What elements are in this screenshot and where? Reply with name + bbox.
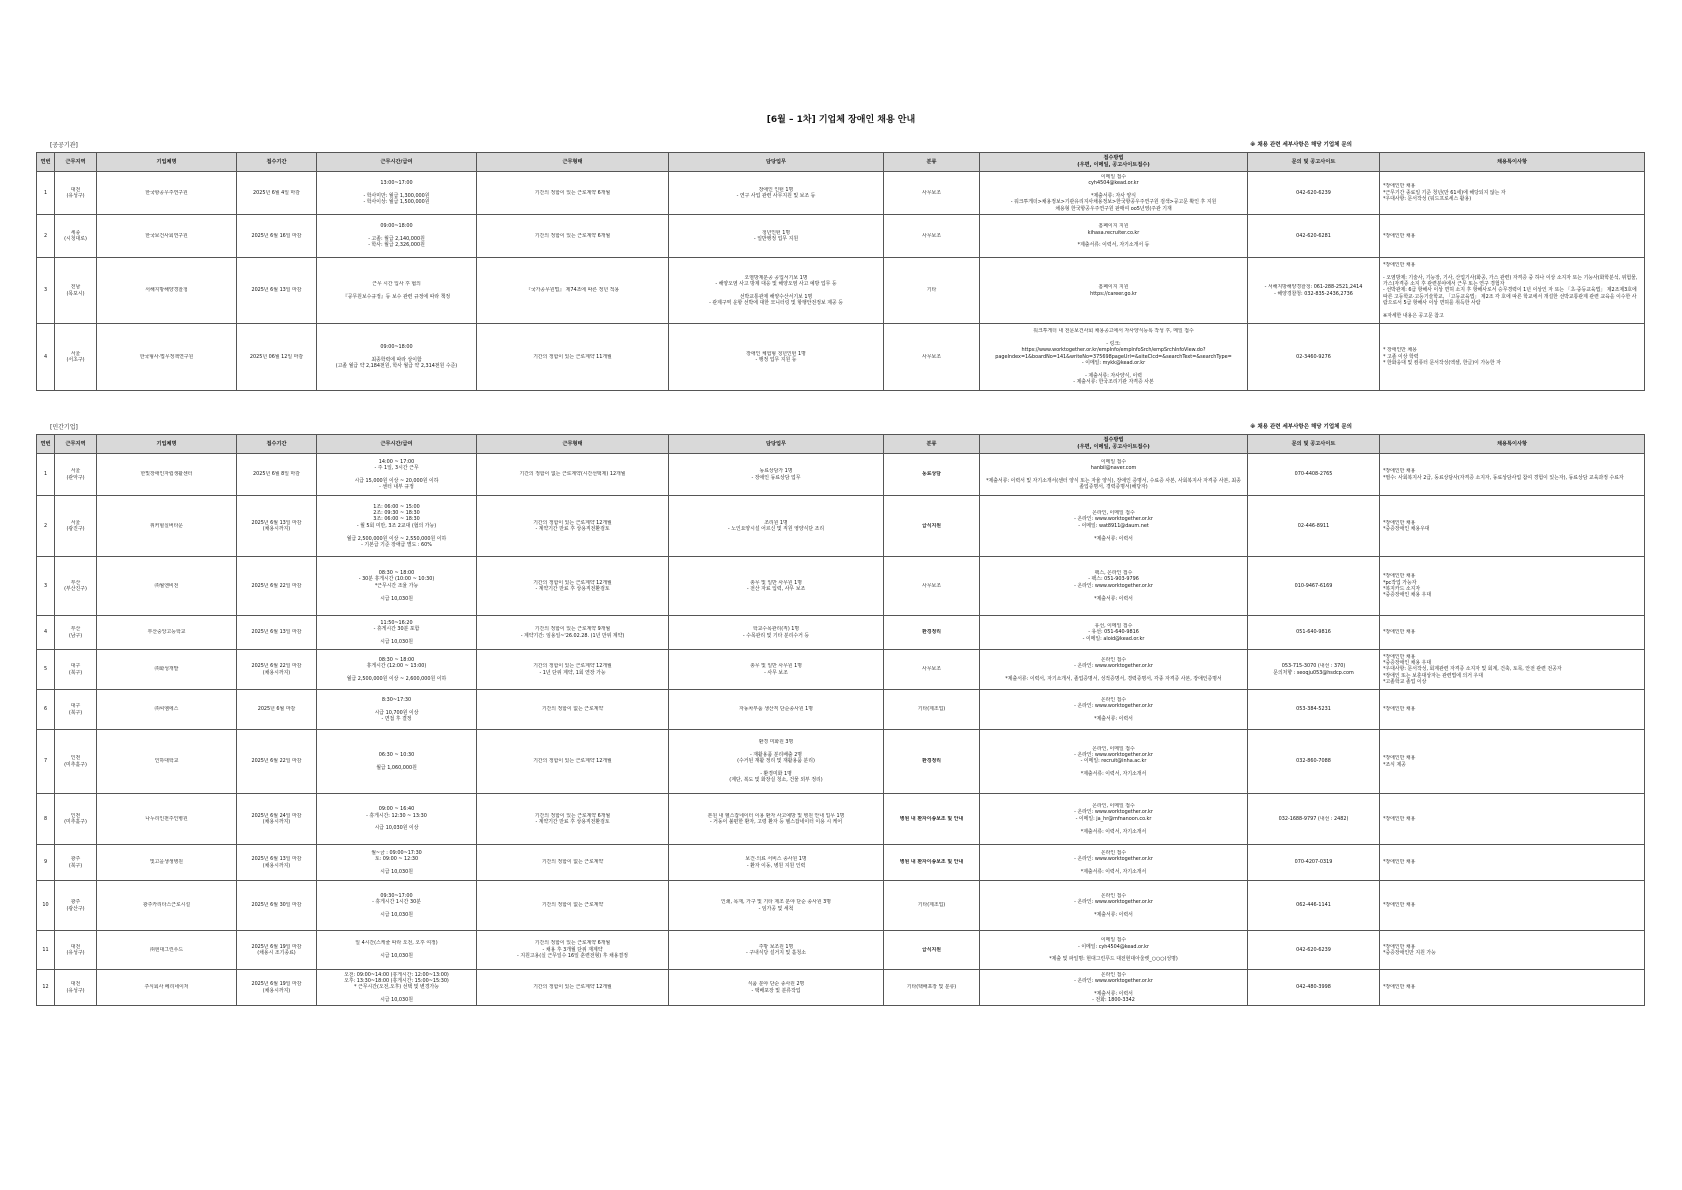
company-name: 한국형사·법무정책연구원 [97, 324, 237, 391]
table-row [37, 794, 1645, 845]
column-header-company-name: 기업체명 [97, 435, 237, 454]
column-header-job-category: 분류 [884, 435, 980, 454]
column-header-application-period: 접수기간 [237, 435, 317, 454]
application-method: 온라인 접수 - 온라인: www.worktogether.or.kr *제출서류: 이력서 - 전화: 1800-3342 [980, 970, 1248, 1006]
column-header-contact-info: 문의 및 공고사이트 [1248, 153, 1380, 172]
employment-type: 기간의 정함이 있는 근로계약 6개월 [477, 215, 669, 258]
table-row [37, 454, 1645, 496]
column-header-hiring-notes: 채용특이사항 [1380, 435, 1645, 454]
work-region: 인천 (미추홀구) [55, 794, 97, 845]
contact-info: 042-620-6239 [1248, 931, 1380, 970]
company-name: 빛고을생생병원 [97, 845, 237, 881]
employment-type: 기간의 정함이 있는 근로계약 11개월 [477, 324, 669, 391]
work-region: 광주 (북구) [55, 845, 97, 881]
job-duty: 보건·의료 서비스 종사원 1명 - 환자 이동, 병원 지원 인력 [669, 845, 884, 881]
company-name: 주식회사 베리네이처 [97, 970, 237, 1006]
application-method: 이메일 접수 hanbil@naver.com *제출서류: 이력서 및 자기소개서(센터 양식 또는 자율 양식), 장애인 증명서, 수료증 사본, 사회복지사 자격증 사본, 최종 졸업증명서, 경력증명서(해당자) [980, 454, 1248, 496]
hiring-notes: *장애인만 채용 *중증장애인 채용 우대 *우대사항: 문서작성, 회계관련 자격증 소지자 및 회계, 건축, 토목, 안전 관련 전공자 *장애인 또는 보훈대상자는 관련법에 의거 우대 *고졸학교 졸업 이상 [1380, 650, 1645, 690]
work-hours-pay: 13:00~17:00 - 학사미만: 월급 1,300,000원 - 학사이상: 월급 1,500,000원 [317, 172, 477, 215]
work-hours-pay: 08:30 ~ 18:00 휴게시간 (12:00 ~ 13:00) 월급 2,500,000원 이상 ~ 2,600,000원 이하 [317, 650, 477, 690]
application-period: 2025년 6월 13일 마감 [237, 616, 317, 650]
application-period: 2025년 6월 22일 마감 [237, 730, 317, 794]
work-hours-pay: 8:30~17:30 시급 10,700원 이상 - 면접 후 결정 [317, 690, 477, 730]
contact-info: 02-446-8911 [1248, 496, 1380, 557]
employment-type: 기간의 정함이 있는 근로계약 9개월 - 계약기간: 임용일~'26.02.28. (1년 만위 계약) [477, 616, 669, 650]
company-name: 위커헐실버타운 [97, 496, 237, 557]
table-row [37, 881, 1645, 931]
table-row [37, 496, 1645, 557]
job-category: 사무보조 [884, 324, 980, 391]
table-row [37, 324, 1645, 391]
work-hours-pay: 08:30 ~ 18:00 - 30분 휴게시간 (10:00 ~ 10:30) *근무시간 조율 가능 시급 10,030원 [317, 557, 477, 616]
table-row [37, 616, 1645, 650]
application-period: 2025년 06월 12일 마감 [237, 324, 317, 391]
application-method: 홈페이지 지원 https://career.go.kr [980, 258, 1248, 324]
column-header-work-region: 근무지역 [55, 153, 97, 172]
header-row [37, 153, 1645, 172]
company-name: ㈜화성개발 [97, 650, 237, 690]
job-duty: 주방 보조원 1명 - 구내식당 설거지 및 홀청소 [669, 931, 884, 970]
row-number: 7 [37, 730, 55, 794]
table-row [37, 215, 1645, 258]
job-category: 환경정리 [884, 730, 980, 794]
contact-info: 053-384-5231 [1248, 690, 1380, 730]
job-duty: 오염방제분공 공업서기보 1명 - 해양오염 사고 방제 대응 및 해양오염 사고 예방 업무 등 선박교통관제 해양수산서기보 1명 - 관제구역 운항 선박에 대한 모니터링 및 항행안전정보 제공 등 [669, 258, 884, 324]
job-duty: 장애인 인턴 1명 - 연구 사업 관련 사무지원 및 보조 등 [669, 172, 884, 215]
company-name: 나누리인천주인병원 [97, 794, 237, 845]
application-period: 2025년 6월 19일 마감 (채용시까지) [237, 970, 317, 1006]
work-region: 대전 (유성구) [55, 172, 97, 215]
application-period: 2025년 6월 13일 마감 (채용시까지) [237, 845, 317, 881]
application-method: 온라인, 이메일 접수 - 온라인: www.worktogether.or.kr - 이메일: ja_hr@mfnanoon.co.kr *제출서류: 이력서, 자기소개서 [980, 794, 1248, 845]
table-row [37, 557, 1645, 616]
job-duty: 청년인턴 1명 - 일반행정 업무 지원 [669, 215, 884, 258]
column-header-row-number: 연번 [37, 435, 55, 454]
public-table [36, 152, 1645, 391]
employment-type: 기간의 정함이 있는 근로계약 6개월 - 계약기간 만료 후 상용직전환검토 [477, 794, 669, 845]
company-name: 서해지방해양경찰청 [97, 258, 237, 324]
table-row [37, 970, 1645, 1006]
job-category: 기타 [884, 258, 980, 324]
work-hours-pay: 09:00~18:00 - 고졸: 월급 2,140,000원 - 학사: 월급 2,326,000원 [317, 215, 477, 258]
job-duty: 장애인 체험형 청년인턴 1명 - 행정 업무 지원 등 [669, 324, 884, 391]
employment-type: 기간의 정함이 없는 근로계약 [477, 881, 669, 931]
row-number: 4 [37, 324, 55, 391]
work-hours-pay: 09:30~17:00 - 휴게시간 1시간 30분 시급 10,030원 [317, 881, 477, 931]
column-header-application-method: 접수방법 (우편, 이메일, 공고사이트접수) [980, 435, 1248, 454]
application-method: 온라인 접수 - 온라인: www.worktogether.or.kr *제출서류: 이력서 [980, 881, 1248, 931]
hiring-notes: *장애인만 채용 *중증장애인만 지원 가능 [1380, 931, 1645, 970]
job-category: 사무보조 [884, 557, 980, 616]
company-name: 한국보건사회연구원 [97, 215, 237, 258]
job-category: 급식지원 [884, 931, 980, 970]
contact-info: 053-715-3070 (내선 : 370) 문의처향 : seoqju053@hsdcp.com [1248, 650, 1380, 690]
job-category: 병원 내 환자이송보조 및 안내 [884, 794, 980, 845]
work-hours-pay: 09:00~18:00 최종학력에 따라 상이함 (고졸 월급 약 2,184천원, 학사 월급 약 2,314천원 수준) [317, 324, 477, 391]
column-header-row-number: 연번 [37, 153, 55, 172]
column-header-employment-type: 근무형태 [477, 435, 669, 454]
company-name: 광주카리타스근로시설 [97, 881, 237, 931]
column-header-job-duty: 담당업무 [669, 153, 884, 172]
hiring-notes: *장애인만 채용 [1380, 616, 1645, 650]
hiring-notes: * 장애인만 채용 * 고졸 이상 학력 * 한화응대 및 컴퓨터 문서작성(엑셀, 한글)이 가능한 자 [1380, 324, 1645, 391]
contact-info: 042-620-6239 [1248, 172, 1380, 215]
work-hours-pay: 1조: 06:00 ~ 15:00 2조: 09:30 ~ 18:30 3조: 06:00 ~ 18:30 - 월 5회 미만, 3조 2교대 (협의 가능) 월급 2,500,000원 이상 ~ 2,550,000원 이하 - 기본급 기준 장애급 별도 : 60% [317, 496, 477, 557]
column-header-job-category: 분류 [884, 153, 980, 172]
work-region: 부산 (남구) [55, 616, 97, 650]
employment-type: 『국가공무원법』 제74조에 따른 정년 적용 [477, 258, 669, 324]
company-name: ㈜월엔비전 [97, 557, 237, 616]
hiring-notes: *장애인만 채용 [1380, 794, 1645, 845]
job-category: 기타(제조업) [884, 881, 980, 931]
contact-info: 032-860-7088 [1248, 730, 1380, 794]
hiring-notes: *장애인만 채용 [1380, 881, 1645, 931]
table-row [37, 650, 1645, 690]
application-period: 2025년 6월 4일 마감 [237, 172, 317, 215]
application-period: 2025년 6월 19일 마감 (채용시 조기종료) [237, 931, 317, 970]
application-method: 팩스, 온라인 접수 - 팩스: 051-903-9796 - 온라인: www.worktogether.or.kr *제출서류: 이력서 [980, 557, 1248, 616]
contact-info: 051-640-9816 [1248, 616, 1380, 650]
application-period: 2025년 6월 22일 마감 [237, 557, 317, 616]
column-header-work-region: 근무지역 [55, 435, 97, 454]
job-category: 기타(택배포장 및 분류) [884, 970, 980, 1006]
job-duty: 인쇄, 목재, 가구 및 기타 제조 분야 단순 종사원 3명 - 임가공 및 세척 [669, 881, 884, 931]
column-header-application-period: 접수기간 [237, 153, 317, 172]
hiring-notes: *장애인만 채용 *필수: 사회복지사 2급, 동료상담사(자격증 소지자, 동료상담사업 참여 경험이 있는자), 동료상담 교육과정 수료자 [1380, 454, 1645, 496]
job-category: 동료상담 [884, 454, 980, 496]
column-header-hiring-notes: 채용특이사항 [1380, 153, 1645, 172]
section-label-private: [민간기업] [50, 424, 78, 431]
application-method: 이메일 접수 cyh4504@kead.or.kr *제출서류: 자사 양식 - 워크투게더>채용정보>기관유리지사채용정보>한국항공우주연구원 검색>공고문 확인 후 지원 채용형 한국항공우주연구원 판매여 oo5년영(주관 기재 [980, 172, 1248, 215]
work-region: 대구 (북구) [55, 690, 97, 730]
work-region: 서울 (관악구) [55, 454, 97, 496]
public-rows [37, 172, 1645, 391]
column-header-employment-type: 근무형태 [477, 153, 669, 172]
application-period: 2025년 6월 16일 마감 [237, 215, 317, 258]
column-header-work-hours-pay: 근무시간/급여 [317, 435, 477, 454]
application-period: 2025년 6월 30일 마감 [237, 881, 317, 931]
work-hours-pay: 일 4시간(스케줄 따라 오전, 오후 여정) 시급 10,030원 [317, 931, 477, 970]
job-duty: 본원 내 헬스잡네이터 이용 환자 사고예방 및 병원 안내 업무 1명 - 거동이 불편한 환자, 고령 환자 등 헬스잡네이터 이용 시 케어 [669, 794, 884, 845]
application-period: 2025년 6월 22일 마감 (채용시까지) [237, 650, 317, 690]
job-category: 병원 내 환자이송보조 및 안내 [884, 845, 980, 881]
row-number: 2 [37, 496, 55, 557]
job-category: 기타(제조업) [884, 690, 980, 730]
job-duty: 식품 분야 단순 종사원 2명 - 택배포장 및 분류작업 [669, 970, 884, 1006]
employment-type: 기간의 정함이 있는 근로계약 12개월 - 1년 단위 계약, 1회 연장 가능 [477, 650, 669, 690]
hiring-notes: *장애인만 채용 *조식 제공 [1380, 730, 1645, 794]
hiring-notes: *장애인만 채용 [1380, 970, 1645, 1006]
row-number: 5 [37, 650, 55, 690]
row-number: 12 [37, 970, 55, 1006]
application-method: 워크투게더 내 전문보건사회 채용공고에서 자사양식등록 작성 후, 메일 접수 - 링크: https://www.worktogether.or.kr/empInfo/empInfoSrch/empSrchInfoView.do?pageIndex=1&boardNo=141&writeNo=375698pageUrl=&siteClcd=&searchText=&searchType= - 이메일: mykk@kead.or.kr - 제출서류: 자사양식, 이력 - 제출서류: 한국조리기관 자격증 사본 [980, 324, 1248, 391]
work-region: 대전 (유성구) [55, 970, 97, 1006]
column-header-work-hours-pay: 근무시간/급여 [317, 153, 477, 172]
column-header-contact-info: 문의 및 공고사이트 [1248, 435, 1380, 454]
company-name: 부산중앙고등학교 [97, 616, 237, 650]
column-header-application-method: 접수방법 (우편, 이메일, 공고사이트접수) [980, 153, 1248, 172]
application-period: 2025년 6월 마감 [237, 690, 317, 730]
work-region: 서울 (서초구) [55, 324, 97, 391]
job-category: 사무보조 [884, 172, 980, 215]
work-hours-pay: 오전: 09:00~14:00 (휴게시간: 12:00~13:00) 오후: 13:30~18:00 (휴게시간: 15:00~15:30) * 근무시간(오전,오후) 선택 및 변경가능 시급 10,030원 [317, 970, 477, 1006]
column-header-job-duty: 담당업무 [669, 435, 884, 454]
contact-info: 070-4408-2765 [1248, 454, 1380, 496]
table-row [37, 172, 1645, 215]
company-name: ㈜현대그린푸드 [97, 931, 237, 970]
application-method: 온라인, 이메일 접수 - 온라인: www.worktogether.or.kr - 이메일: wat8911@daum.net *제출서류: 이력서 [980, 496, 1248, 557]
application-method: 온라인 접수 - 온라인: www.worktogether.or.kr *제출서류: 이력서, 자기소개서 [980, 845, 1248, 881]
employment-type: 기간의 정함이 있는 근로계약 6개월 - 채용 후 3개월 단위 재계약 - 지원고용(실 근무일수 16일 훈련전형) 후 채용결정 [477, 931, 669, 970]
document-title: [6월 – 1차] 기업체 장애인 채용 안내 [766, 115, 916, 125]
table-row [37, 690, 1645, 730]
work-region: 광주 (광산구) [55, 881, 97, 931]
job-category: 사무보조 [884, 215, 980, 258]
row-number: 10 [37, 881, 55, 931]
table-row [37, 845, 1645, 881]
application-period: 2025년 6월 8일 마감 [237, 454, 317, 496]
application-method: 홈페이지 지원 kihasa.recruiter.co.kr *제출서류: 이력서, 자기소개서 등 [980, 215, 1248, 258]
contact-info: 042-620-6281 [1248, 215, 1380, 258]
contact-info: - 서해지방해양경찰청: 061-288-2521,2414 - 해양경찰청: 032-835-2436,2736 [1248, 258, 1380, 324]
section-note-private: ※ 채용 관련 세부사항은 해당 기업체 문의 [1250, 424, 1352, 430]
section-label-public: [공공기관] [50, 142, 78, 149]
hiring-notes: *장애인만 채용 [1380, 215, 1645, 258]
private-rows [37, 454, 1645, 1006]
application-method: 온라인, 이메일 접수 - 온라인: www.worktogether.or.kr - 이메일: recruit@inha.ac.kr *제출서류: 이력서, 자기소개서 [980, 730, 1248, 794]
row-number: 11 [37, 931, 55, 970]
header-row [37, 435, 1645, 454]
hiring-notes: *장애인만 채용 *중증장애인 채용우대 [1380, 496, 1645, 557]
work-hours-pay: 09:00 ~ 16:40 - 휴게시간: 12:30 ~ 13:30 시급 10,030원 이상 [317, 794, 477, 845]
work-hours-pay: 근무 시간 입사 후 협의 『공무원보수규정』등 보수 관련 규정에 따라 책정 [317, 258, 477, 324]
section-note-public: ※ 채용 관련 세부사항은 해당 기업체 문의 [1250, 142, 1352, 148]
work-hours-pay: 월~금 : 09:00~17:30 토: 09:00 ~ 12:30 시급 10,030원 [317, 845, 477, 881]
employment-type: 기간의 정함이 없는 근로계약(시간선택제) 12개월 [477, 454, 669, 496]
job-duty: 환경 미화원 3명 - 재활용품 분리배출 2명 (수거된 재활 정리 및 재활용품 분리) - 환경미화 1명 (계단, 복도 및 화장실 청소, 건물 외부 정리) [669, 730, 884, 794]
row-number: 1 [37, 172, 55, 215]
table-row [37, 931, 1645, 970]
employment-type: 기간의 정함이 있는 근로계약 12개월 [477, 730, 669, 794]
row-number: 1 [37, 454, 55, 496]
row-number: 8 [37, 794, 55, 845]
job-duty: 총무 및 일반 사무원 1명 - 전산 자료 입력, 사무 보조 [669, 557, 884, 616]
row-number: 4 [37, 616, 55, 650]
contact-info: 062-446-1141 [1248, 881, 1380, 931]
application-period: 2025년 6월 24일 마감 (채용시까지) [237, 794, 317, 845]
row-number: 9 [37, 845, 55, 881]
job-category: 사무보조 [884, 650, 980, 690]
table-row [37, 730, 1645, 794]
application-period: 2025년 6월 13일 마감 (채용시까지) [237, 496, 317, 557]
contact-info: 032-1688-9797 (내선 : 2482) [1248, 794, 1380, 845]
row-number: 3 [37, 258, 55, 324]
application-method: 온라인 접수 - 온라인: www.worktogether.or.kr *제출서류: 이력서 [980, 690, 1248, 730]
application-method: 유선, 이메일 접수 - 유선: 051-640-9816 - 이메일: aloid@kead.or.kr [980, 616, 1248, 650]
job-duty: 조리원 1명 - 노인요양시설 어르신 및 직원 영양식단 조리 [669, 496, 884, 557]
employment-type: 기간의 정함이 있는 근로계약 6개월 [477, 172, 669, 215]
hiring-notes: *장애인만 채용 - 오염방제: 기술사, 기능장, 기사, 산업기사(화공, 가스 관련) 자격증 중 하나 이상 소지자 또는 기능사(화학분석, 위험물, 가스)자격증 소지 후 관련분야에서 근무 또는 연구 경험자 - 선박관제: 6급 항해사 이상 면허 소지 후 항해사로서 승무경력이 1년 이상인 자 또는 「초·중등교육법」 제2조제3호에 따른 고등학교·고등기술학교, 「고등교육법」 제2조 각 호에 따른 학교에서 개설한 선박교통관제 관련 교육을 이수한 사람으로서 5급 항해사 이상 면허를 취득한 사람 ※자세한 내용은 공고문 참고 [1380, 258, 1645, 324]
employment-type: 기간의 정함이 있는 근로계약 12개월 - 계약기간 만료 후 상용직전환검토 [477, 557, 669, 616]
row-number: 3 [37, 557, 55, 616]
hiring-notes: *장애인만 채용 [1380, 690, 1645, 730]
contact-info: 010-9467-6169 [1248, 557, 1380, 616]
job-duty: 학교수목관리(직) 1명 - 수목관리 및 기타 분리수거 등 [669, 616, 884, 650]
job-duty: 동료상담가 1명 - 장애인 동료상담 업무 [669, 454, 884, 496]
employment-type: 기간의 정함이 있는 근로계약 12개월 - 계약기간 만료 후 상용직전환검토 [477, 496, 669, 557]
job-category: 환경정리 [884, 616, 980, 650]
work-region: 인천 (미추홀구) [55, 730, 97, 794]
work-region: 전남 (목포시) [55, 258, 97, 324]
employment-type: 기간의 정함이 없는 근로계약 [477, 690, 669, 730]
contact-info: 070-4207-0319 [1248, 845, 1380, 881]
application-method: 온라인 접수 - 온라인: www.worktogether.or.kr *제출서류: 이력서, 자기소개서, 졸업증명서, 성적증명서, 경력증명서, 각종 자격증 사본, 장애인증명서 [980, 650, 1248, 690]
work-hours-pay: 06:30 ~ 10:30 월급 1,060,000원 [317, 730, 477, 794]
contact-info: 02-3460-9276 [1248, 324, 1380, 391]
hiring-notes: *장애인만 채용 *근무기간 종료일 기준 청년(만 61세)에 해당되지 않는 자 *우대사항: 문서작성 (워드프로세스 활용) [1380, 172, 1645, 215]
work-region: 부산 (부산진구) [55, 557, 97, 616]
column-header-company-name: 기업체명 [97, 153, 237, 172]
hiring-notes: *장애인만 채용 [1380, 845, 1645, 881]
work-hours-pay: 11:50~16:20 - 휴게시간 30분 포함 시급 10,030원 [317, 616, 477, 650]
company-name: 한국항공우주연구원 [97, 172, 237, 215]
work-region: 서울 (광진구) [55, 496, 97, 557]
work-region: 대구 (북구) [55, 650, 97, 690]
application-period: 2025년 6월 13일 마감 [237, 258, 317, 324]
row-number: 2 [37, 215, 55, 258]
job-duty: 총무 및 일반 사무원 1명 - 사무 보조 [669, 650, 884, 690]
company-name: 한빛장애인자립생활센터 [97, 454, 237, 496]
table-row [37, 258, 1645, 324]
company-name: 인하대학교 [97, 730, 237, 794]
employment-type: 기간의 정함이 없는 근로계약 [477, 845, 669, 881]
private-table [36, 434, 1645, 1006]
application-method: 이메일 접수 - 이메일: cyh4504@kead.or.kr *제출 및 파일명: 현대그린푸드 대전현대아울렛_○○○(성명) [980, 931, 1248, 970]
row-number: 6 [37, 690, 55, 730]
contact-info: 042-480-3998 [1248, 970, 1380, 1006]
hiring-notes: *장애인만 채용 *pc작업 가능자 *복지카드 소지자 *중증장애인 채용 우대 [1380, 557, 1645, 616]
job-category: 급식지원 [884, 496, 980, 557]
employment-type: 기간의 정함이 있는 근로계약 12개월 [477, 970, 669, 1006]
work-region: 세종 (시청대로) [55, 215, 97, 258]
job-duty: 자동차부품 생산직 단순종사원 1명 [669, 690, 884, 730]
company-name: ㈜씨엠에스 [97, 690, 237, 730]
work-hours-pay: 14:00 ~ 17:00 - 주 1일, 3시간 근무 시급 15,000원 이상 ~ 20,000원 이하 - 센터 내부 규정 [317, 454, 477, 496]
work-region: 대전 (유성구) [55, 931, 97, 970]
